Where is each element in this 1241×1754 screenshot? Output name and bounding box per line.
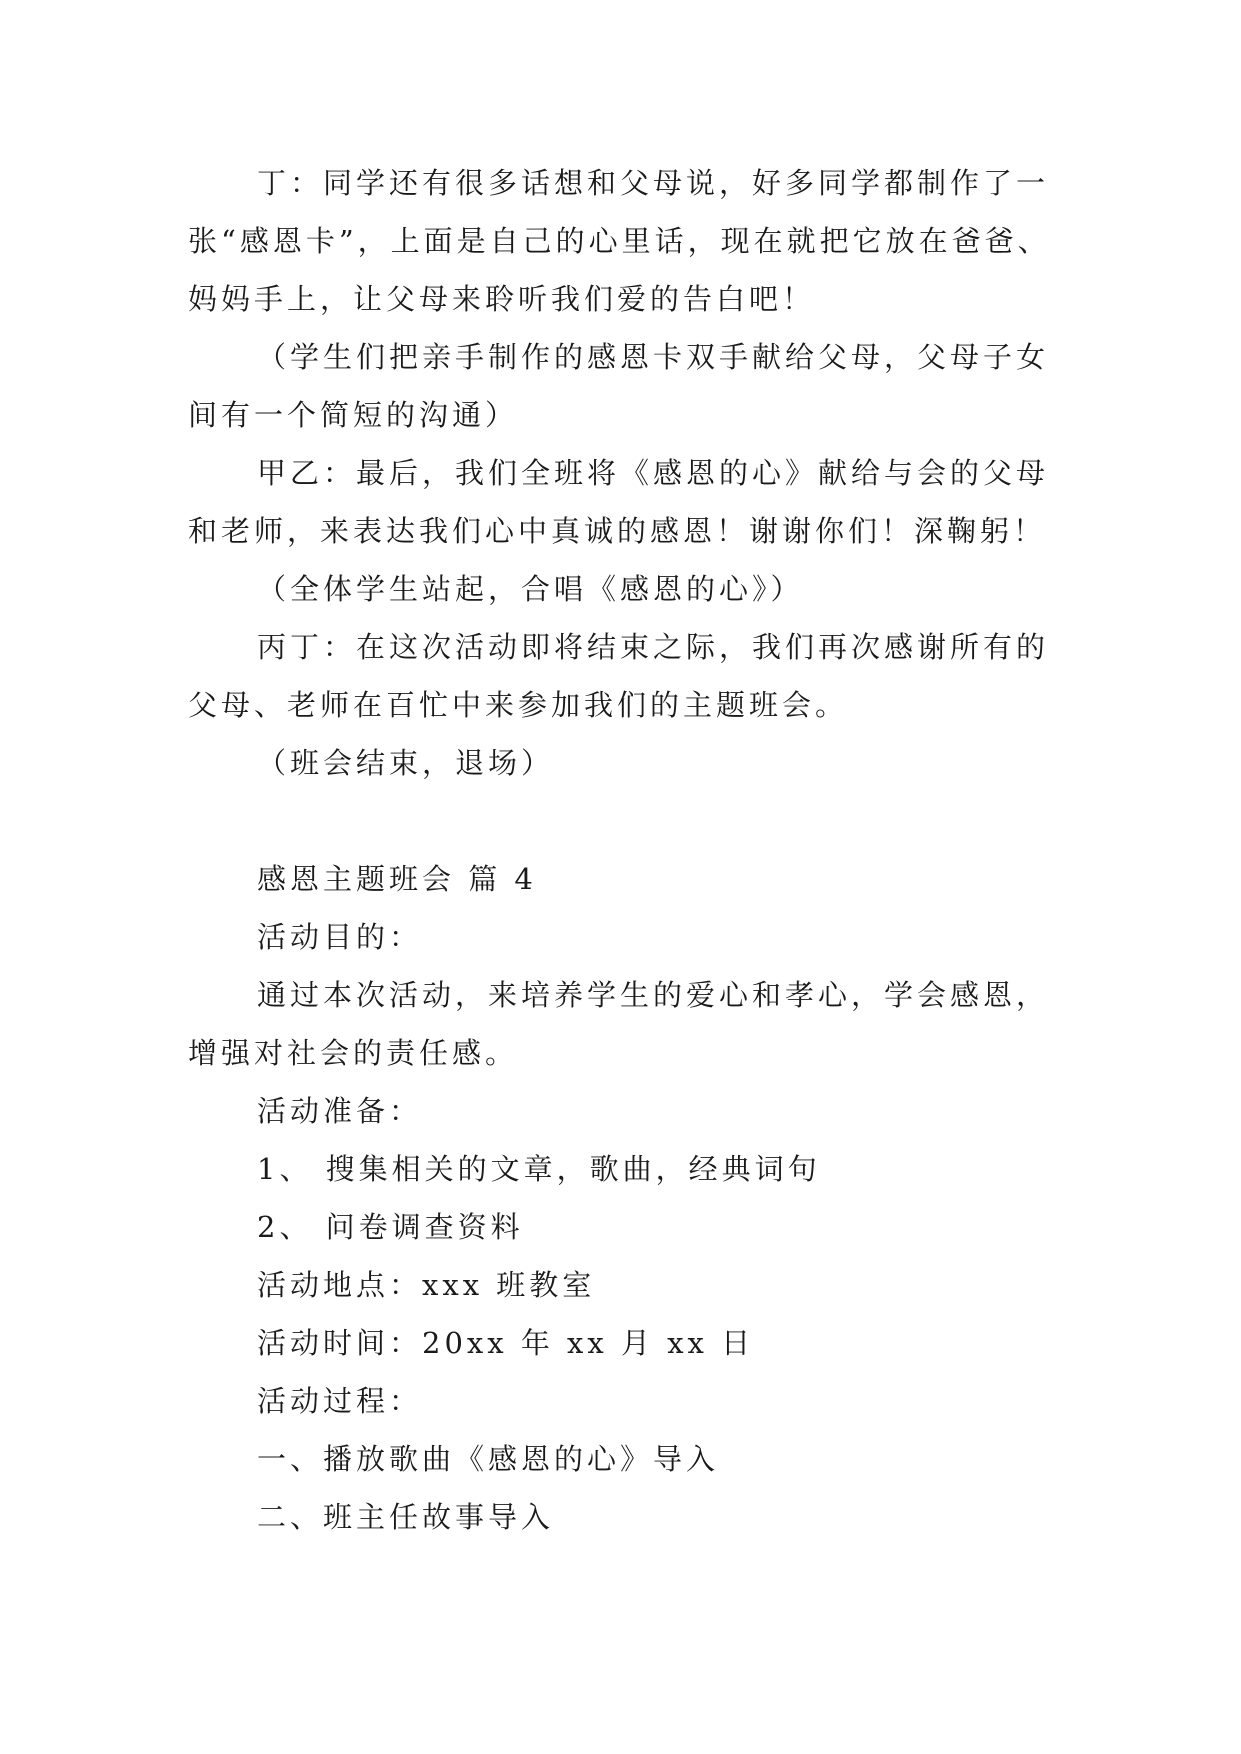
text-line: 丙丁：在这次活动即将结束之际，我们再次感谢所有的 [257, 630, 1050, 664]
text-line: 活动准备： [257, 1094, 423, 1128]
text-line: 甲乙：最后，我们全班将《感恩的心》献给与会的父母 [257, 456, 1050, 490]
text-line: 二、班主任故事导入 [257, 1500, 555, 1534]
text-line: 2、 问卷调查资料 [257, 1210, 524, 1244]
text-line: （班会结束，退场） [257, 746, 555, 780]
text-line: 通过本次活动，来培养学生的爱心和孝心，学会感恩， [257, 978, 1050, 1012]
text-line: （全体学生站起，合唱《感恩的心》） [257, 572, 804, 606]
text-line: （学生们把亲手制作的感恩卡双手献给父母，父母子女 [257, 340, 1050, 374]
text-line: 妈妈手上，让父母来聆听我们爱的告白吧！ [188, 282, 816, 316]
text-line: 活动地点：xxx 班教室 [257, 1268, 596, 1302]
text-line: 活动过程： [257, 1384, 423, 1418]
text-line: 活动目的： [257, 920, 423, 954]
paragraph-gap [188, 792, 1073, 850]
text-line: 父母、老师在百忙中来参加我们的主题班会。 [188, 688, 849, 722]
text-line: 增强对社会的责任感。 [188, 1036, 519, 1070]
text-line: 活动时间：20xx 年 xx 月 xx 日 [257, 1326, 755, 1360]
text-line: 和老师，来表达我们心中真诚的感恩！谢谢你们！深鞠躬！ [188, 514, 1047, 548]
text-line: 张“感恩卡”，上面是自己的心里话，现在就把它放在爸爸、 [188, 224, 1051, 258]
text-line: 间有一个简短的沟通） [188, 398, 519, 432]
text-line: 感恩主题班会 篇 4 [257, 862, 537, 896]
text-line: 一、播放歌曲《感恩的心》导入 [257, 1442, 720, 1476]
document-body [188, 154, 1073, 1546]
text-line: 1、 搜集相关的文章，歌曲，经典词句 [257, 1152, 821, 1186]
text-line: 丁：同学还有很多话想和父母说，好多同学都制作了一 [257, 166, 1050, 200]
